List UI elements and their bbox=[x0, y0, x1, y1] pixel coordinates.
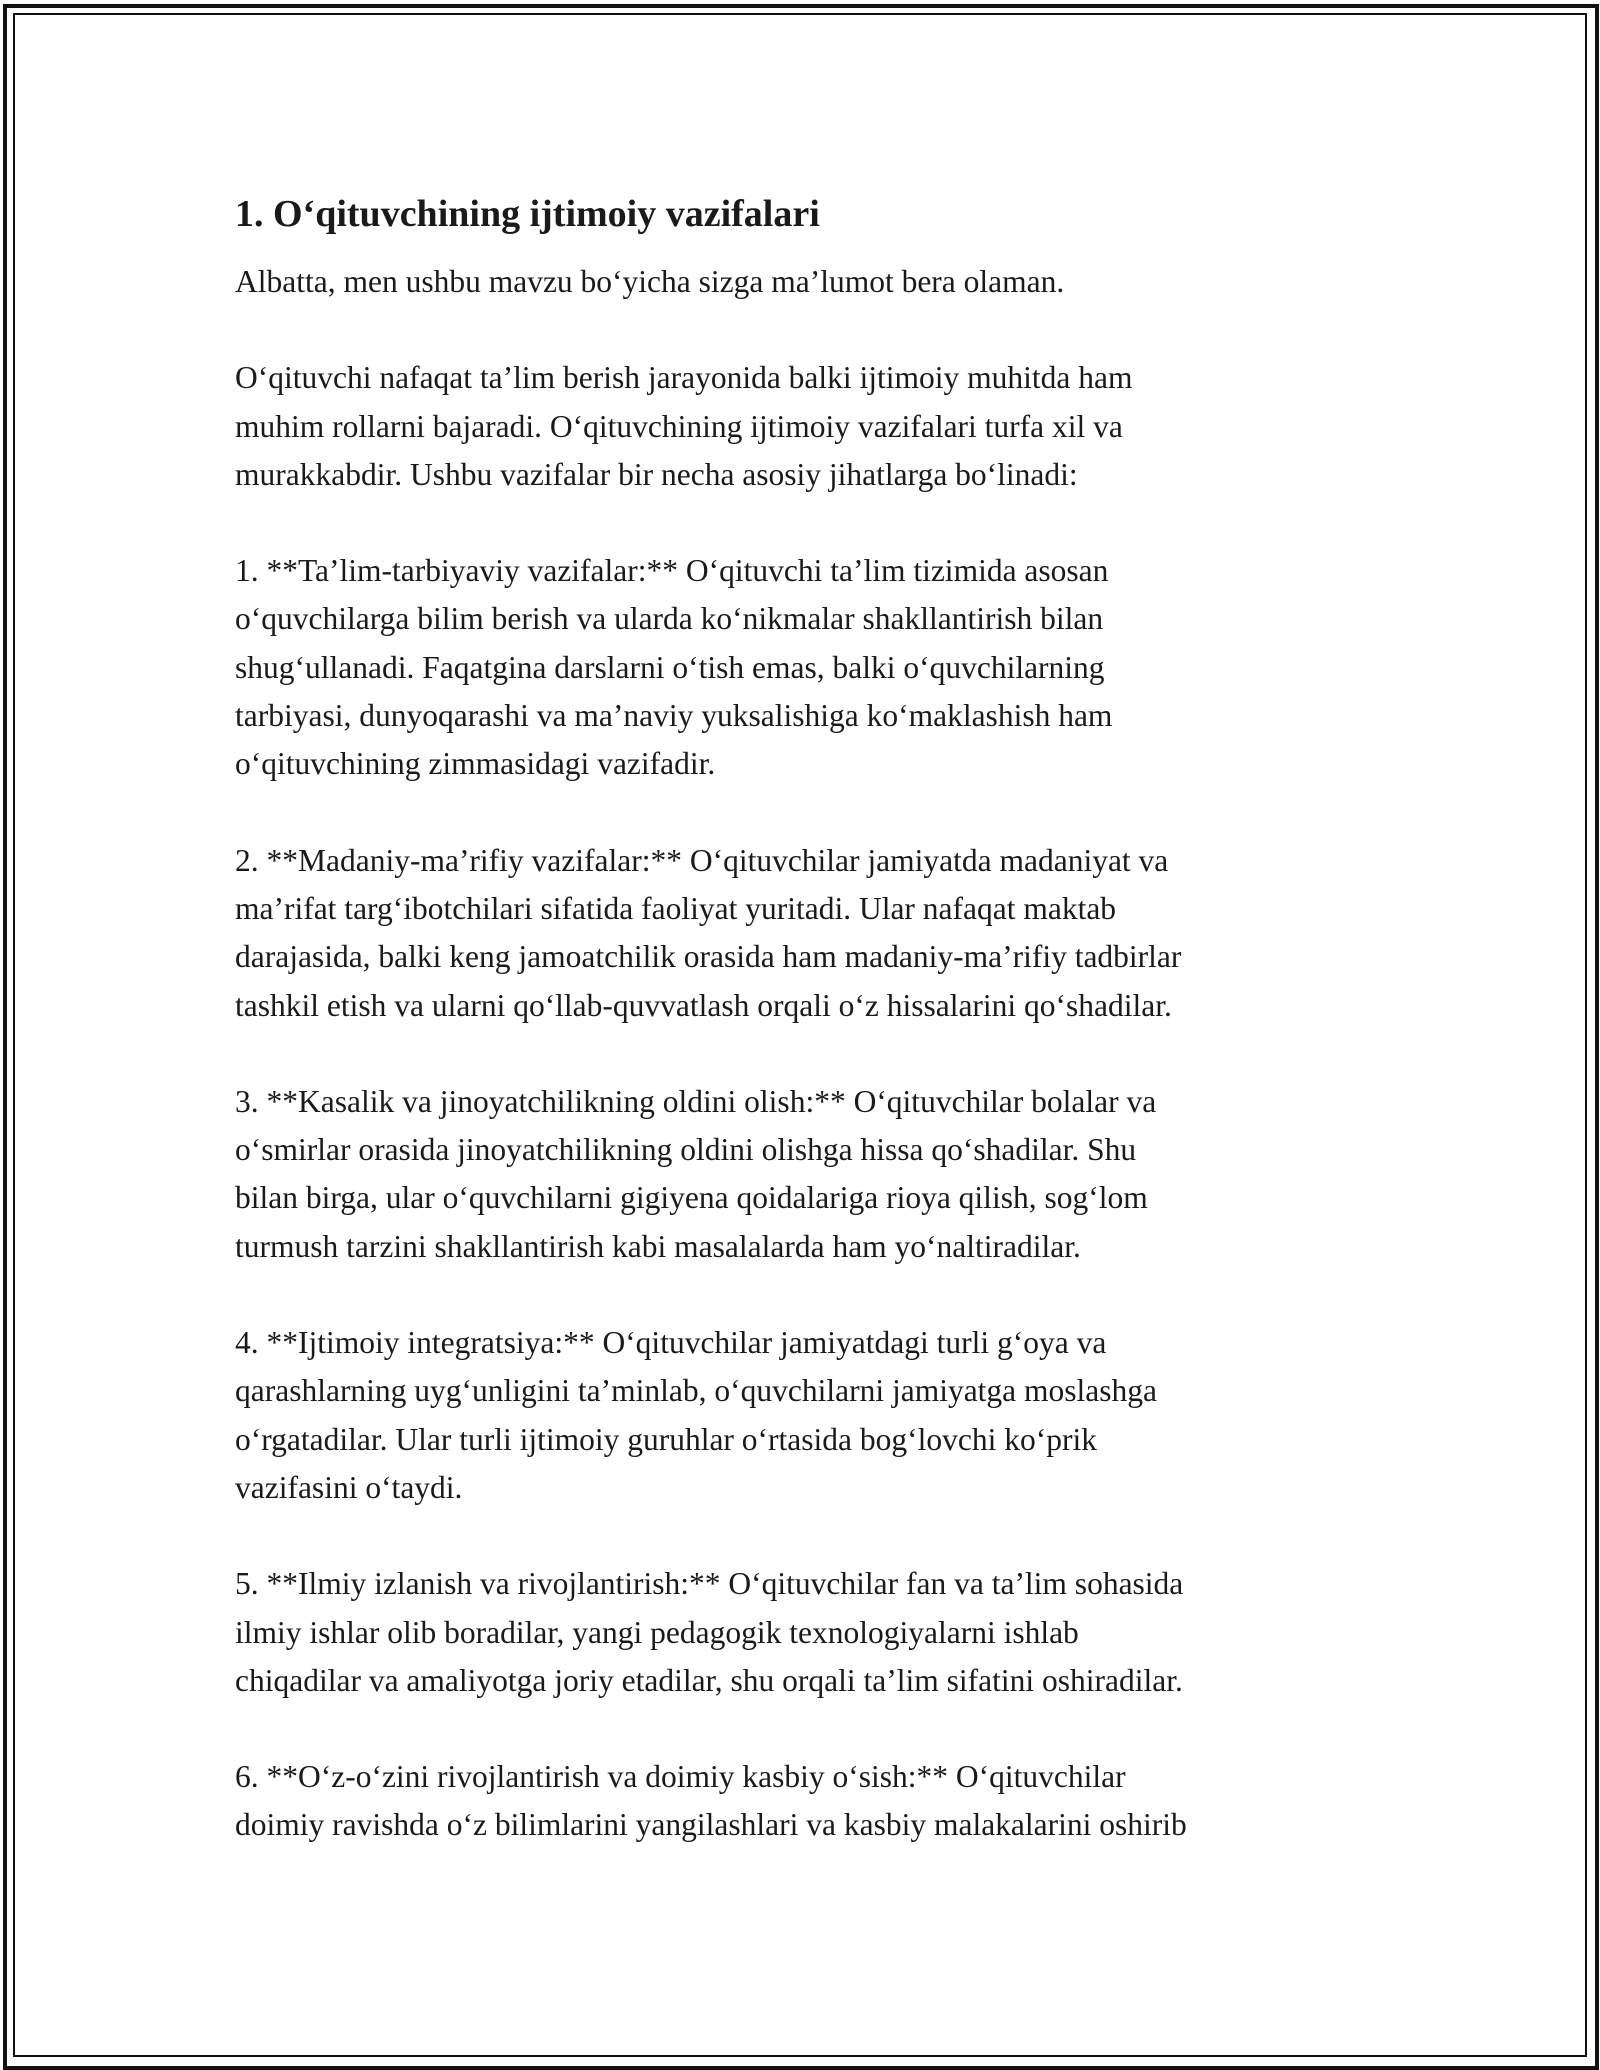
paragraph-item-5 bbox=[235, 1560, 1375, 1705]
text-line: muhim rollarni bajaradi. O‘qituvchining ijtimoiy vazifalari turfa xil va bbox=[235, 408, 1123, 444]
text-line: doimiy ravishda o‘z bilimlarini yangilashlari va kasbiy malakalarini oshirib bbox=[235, 1807, 1187, 1843]
text-line: 5. **Ilmiy izlanish va rivojlantirish:** O‘qituvchilar fan va ta’lim sohasida bbox=[235, 1566, 1184, 1602]
text-line: o‘qituvchining zimmasidagi vazifadir. bbox=[235, 746, 716, 782]
text-line: o‘rgatadilar. Ular turli ijtimoiy guruhlar o‘rtasida bog‘lovchi ko‘prik bbox=[235, 1421, 1097, 1457]
text-line: bilan birga, ular o‘quvchilarni gigiyena qoidalariga rioya qilish, sog‘lom bbox=[235, 1180, 1148, 1216]
text-line: 3. **Kasalik va jinoyatchilikning oldini olish:** O‘qituvchilar bolalar va bbox=[235, 1083, 1157, 1119]
text-line: darajasida, balki keng jamoatchilik orasida ham madaniy-ma’rifiy tadbirlar bbox=[235, 939, 1182, 975]
paragraph-overview bbox=[235, 354, 1375, 499]
text-line: tarbiyasi, dunyoqarashi va ma’naviy yuksalishiga ko‘maklashish ham bbox=[235, 698, 1113, 734]
text-line: chiqadilar va amaliyotga joriy etadilar, shu orqali ta’lim sifatini oshiradilar. bbox=[235, 1662, 1183, 1698]
text-line: o‘quvchilarga bilim berish va ularda ko‘nikmalar shakllantirish bilan bbox=[235, 601, 1104, 637]
text-line: 1. **Ta’lim-tarbiyaviy vazifalar:** O‘qituvchi ta’lim tizimida asosan bbox=[235, 553, 1109, 589]
text-line: 4. **Ijtimoiy integratsiya:** O‘qituvchilar jamiyatdagi turli g‘oya va bbox=[235, 1325, 1107, 1361]
text-line: vazifasini o‘taydi. bbox=[235, 1469, 463, 1505]
text-line: tashkil etish va ularni qo‘llab-quvvatlash orqali o‘z hissalarini qo‘shadilar. bbox=[235, 987, 1172, 1023]
paragraph-item-2 bbox=[235, 837, 1375, 1030]
text-line: shug‘ullanadi. Faqatgina darslarni o‘tish emas, balki o‘quvchilarning bbox=[235, 649, 1105, 685]
document-body bbox=[235, 186, 1375, 1850]
text-line: ma’rifat targ‘ibotchilari sifatida faoliyat yuritadi. Ular nafaqat maktab bbox=[235, 890, 1117, 926]
text-line: O‘qituvchi nafaqat ta’lim berish jarayonida balki ijtimoiy muhitda ham bbox=[235, 360, 1133, 396]
text-line: 6. **O‘z-o‘zini rivojlantirish va doimiy kasbiy o‘sish:** O‘qituvchilar bbox=[235, 1759, 1126, 1795]
paragraph-item-6 bbox=[235, 1753, 1375, 1850]
paragraph-item-4 bbox=[235, 1319, 1375, 1512]
text-line: qarashlarning uyg‘unligini ta’minlab, o‘quvchilarni jamiyatga moslashga bbox=[235, 1373, 1158, 1409]
paragraph-item-1 bbox=[235, 547, 1375, 788]
text-line: murakkabdir. Ushbu vazifalar bir necha asosiy jihatlarga bo‘linadi: bbox=[235, 456, 1078, 492]
paragraph-item-3 bbox=[235, 1078, 1375, 1271]
text-line: o‘smirlar orasida jinoyatchilikning oldini olishga hissa qo‘shadilar. Shu bbox=[235, 1132, 1137, 1168]
document-title: 1. O‘qituvchining ijtimoiy vazifalari bbox=[235, 193, 820, 235]
intro-paragraph: Albatta, men ushbu mavzu bo‘yicha sizga ma’lumot bera olaman. bbox=[235, 264, 1065, 299]
text-line: ilmiy ishlar olib boradilar, yangi pedagogik texnologiyalarni ishlab bbox=[235, 1614, 1079, 1650]
text-line: 2. **Madaniy-ma’rifiy vazifalar:** O‘qituvchilar jamiyatda madaniyat va bbox=[235, 842, 1169, 878]
text-line: turmush tarzini shakllantirish kabi masalalarda ham yo‘naltiradilar. bbox=[235, 1228, 1081, 1264]
